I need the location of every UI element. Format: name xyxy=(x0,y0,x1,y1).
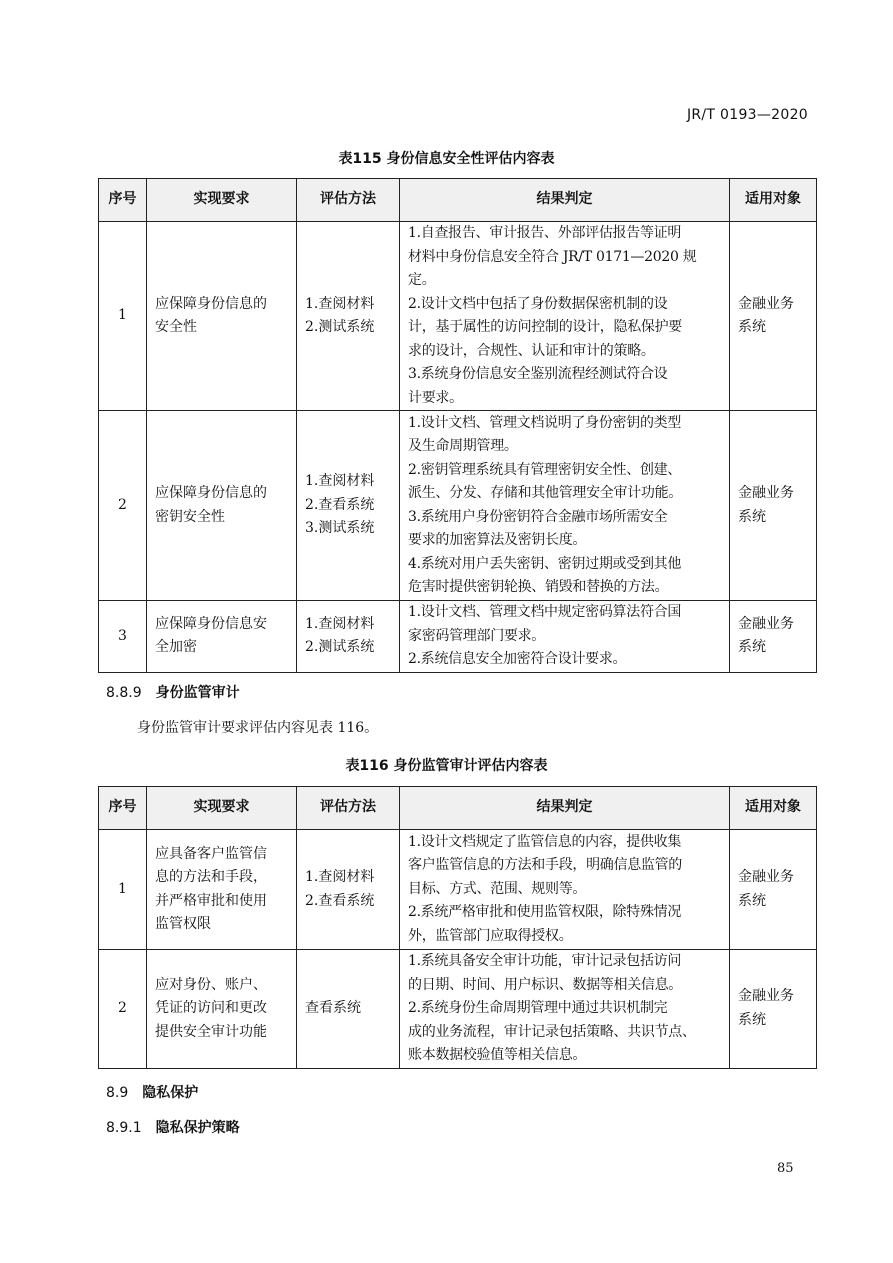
method-cell xyxy=(297,222,400,411)
result-cell xyxy=(400,601,730,673)
header-target: 适用对象 xyxy=(730,179,817,222)
text-line: 及生命周期管理。 xyxy=(408,438,518,454)
seq-cell: 1 xyxy=(99,830,147,950)
requirement-cell xyxy=(147,222,297,411)
target-cell xyxy=(730,411,817,601)
header-requirement: 实现要求 xyxy=(147,787,297,830)
section-title: 身份监管审计 xyxy=(155,685,240,701)
text-line: 1.设计文档规定了监管信息的内容，提供收集 xyxy=(408,833,682,850)
text-line: 2.系统严格审批和使用监管权限，除特殊情况 xyxy=(408,904,682,921)
text-line: 金融业务 xyxy=(738,615,794,632)
paragraph-889: 身份监管审计要求评估内容见表 116。 xyxy=(137,720,379,736)
text-line: 查看系统 xyxy=(305,1000,361,1016)
text-line: 密钥安全性 xyxy=(155,508,225,525)
text-line: 1.查阅材料 xyxy=(305,295,375,312)
result-cell xyxy=(400,830,730,950)
text-line: 计要求。 xyxy=(408,389,463,406)
text-line: 金融业务 xyxy=(738,869,794,885)
text-line: 2.测试系统 xyxy=(305,639,375,656)
text-line: 要求的加密算法及密钥长度。 xyxy=(408,532,587,548)
text-line: 危害时提供密钥轮换、销毁和替换的方法。 xyxy=(408,579,669,595)
target-cell xyxy=(730,601,817,673)
text-line: 外，监管部门应取得授权。 xyxy=(408,927,573,944)
table-row xyxy=(99,830,817,950)
text-line: 计，基于属性的访问控制的设计，隐私保护要 xyxy=(408,319,682,335)
header-seq: 序号 xyxy=(99,787,147,830)
method-cell xyxy=(297,411,400,601)
text-line: 4.系统对用户丢失密钥、密钥过期或受到其他 xyxy=(408,555,682,572)
text-line: 息的方法和手段， xyxy=(155,869,267,885)
page-number: 85 xyxy=(777,1161,794,1176)
text-line: 2.设计文档中包括了身份数据保密机制的设 xyxy=(408,295,668,312)
table-header-row xyxy=(99,179,817,222)
table-116 xyxy=(98,786,817,1069)
section-heading-89 xyxy=(106,1082,198,1102)
text-line: 1.设计文档、管理文档说明了身份密钥的类型 xyxy=(408,414,682,431)
text-line: 系统 xyxy=(738,319,766,335)
text-line: 系统 xyxy=(738,1011,766,1028)
method-cell xyxy=(297,830,400,950)
table-row xyxy=(99,601,817,673)
header-requirement: 实现要求 xyxy=(147,179,297,222)
text-line: 系统 xyxy=(738,639,766,656)
table-header-row xyxy=(99,787,817,830)
text-line: 2.系统身份生命周期管理中通过共识机制完 xyxy=(408,1000,668,1016)
text-line: 2.系统信息安全加密符合设计要求。 xyxy=(408,651,627,667)
method-cell xyxy=(297,950,400,1069)
requirement-cell xyxy=(147,411,297,601)
requirement-cell xyxy=(147,830,297,950)
text-line: 2.查看系统 xyxy=(305,496,375,513)
text-line: 客户监管信息的方法和手段，明确信息监管的 xyxy=(408,857,682,874)
section-number: 8.8.9 xyxy=(106,685,142,701)
text-line: 全加密 xyxy=(155,639,197,656)
text-line: 金融业务 xyxy=(738,485,794,501)
text-line: 提供安全审计功能 xyxy=(155,1023,267,1040)
text-line: 3.系统用户身份密钥符合金融市场所需安全 xyxy=(408,508,668,525)
result-cell xyxy=(400,222,730,411)
text-line: 金融业务 xyxy=(738,295,794,312)
method-cell xyxy=(297,601,400,673)
header-method: 评估方法 xyxy=(297,179,400,222)
header-result: 结果判定 xyxy=(400,179,730,222)
section-heading-891 xyxy=(106,1117,240,1137)
document-code: JR/T 0193—2020 xyxy=(686,107,808,123)
text-line: 账本数据校验值等相关信息。 xyxy=(408,1047,587,1063)
seq-cell: 3 xyxy=(99,601,147,673)
text-line: 定。 xyxy=(408,272,436,288)
text-line: 并严格审批和使用 xyxy=(155,892,267,909)
requirement-cell xyxy=(147,601,297,673)
table-116-caption: 表116 身份监管审计评估内容表 xyxy=(345,758,548,774)
table-115-caption: 表115 身份信息安全性评估内容表 xyxy=(338,151,555,167)
section-heading-889 xyxy=(106,682,240,702)
text-line: 目标、方式、范围、规则等。 xyxy=(408,880,587,897)
result-cell xyxy=(400,950,730,1069)
text-line: 应保障身份信息的 xyxy=(155,485,267,501)
result-cell xyxy=(400,411,730,601)
text-line: 成的业务流程，审计记录包括策略、共识节点、 xyxy=(408,1023,696,1040)
header-method: 评估方法 xyxy=(297,787,400,830)
text-line: 2.测试系统 xyxy=(305,319,375,335)
text-line: 系统 xyxy=(738,508,766,525)
text-line: 1.查阅材料 xyxy=(305,473,375,490)
table-row xyxy=(99,222,817,411)
text-line: 应保障身份信息的 xyxy=(155,295,267,312)
target-cell xyxy=(730,830,817,950)
section-number: 8.9 xyxy=(106,1085,129,1101)
table-115 xyxy=(98,178,817,673)
text-line: 的日期、时间、用户标识、数据等相关信息。 xyxy=(408,976,682,993)
table-row xyxy=(99,950,817,1069)
text-line: 家密码管理部门要求。 xyxy=(408,627,545,644)
seq-cell: 1 xyxy=(99,222,147,411)
text-line: 1.设计文档、管理文档中规定密码算法符合国 xyxy=(408,604,682,620)
text-line: 2.密钥管理系统具有管理密钥安全性、创建、 xyxy=(408,461,682,478)
seq-cell: 2 xyxy=(99,950,147,1069)
text-line: 监管权限 xyxy=(155,916,211,932)
target-cell xyxy=(730,222,817,411)
text-line: 派生、分发、存储和其他管理安全审计功能。 xyxy=(408,485,682,501)
text-line: 系统 xyxy=(738,892,766,909)
header-result: 结果判定 xyxy=(400,787,730,830)
text-line: 3.系统身份信息安全鉴别流程经测试符合设 xyxy=(408,366,668,382)
requirement-cell xyxy=(147,950,297,1069)
table-row xyxy=(99,411,817,601)
text-line: 材料中身份信息安全符合 JR/T 0171—2020 规 xyxy=(408,248,697,265)
text-line: 安全性 xyxy=(155,319,197,335)
section-number: 8.9.1 xyxy=(106,1120,142,1136)
text-line: 1.查阅材料 xyxy=(305,869,375,885)
text-line: 1.系统具备安全审计功能，审计记录包括访问 xyxy=(408,953,682,969)
header-seq: 序号 xyxy=(99,179,147,222)
seq-cell: 2 xyxy=(99,411,147,601)
section-title: 隐私保护策略 xyxy=(155,1120,240,1136)
section-title: 隐私保护 xyxy=(142,1085,199,1101)
header-target: 适用对象 xyxy=(730,787,817,830)
text-line: 求的设计，合规性、认证和审计的策略。 xyxy=(408,342,655,359)
text-line: 应具备客户监管信 xyxy=(155,845,267,862)
target-cell xyxy=(730,950,817,1069)
text-line: 金融业务 xyxy=(738,988,794,1005)
text-line: 应对身份、账户、 xyxy=(155,976,267,993)
text-line: 应保障身份信息安 xyxy=(155,615,267,632)
text-line: 2.查看系统 xyxy=(305,892,375,909)
text-line: 凭证的访问和更改 xyxy=(155,1000,267,1016)
text-line: 3.测试系统 xyxy=(305,520,375,537)
text-line: 1.查阅材料 xyxy=(305,615,375,632)
text-line: 1.自查报告、审计报告、外部评估报告等证明 xyxy=(408,225,682,241)
